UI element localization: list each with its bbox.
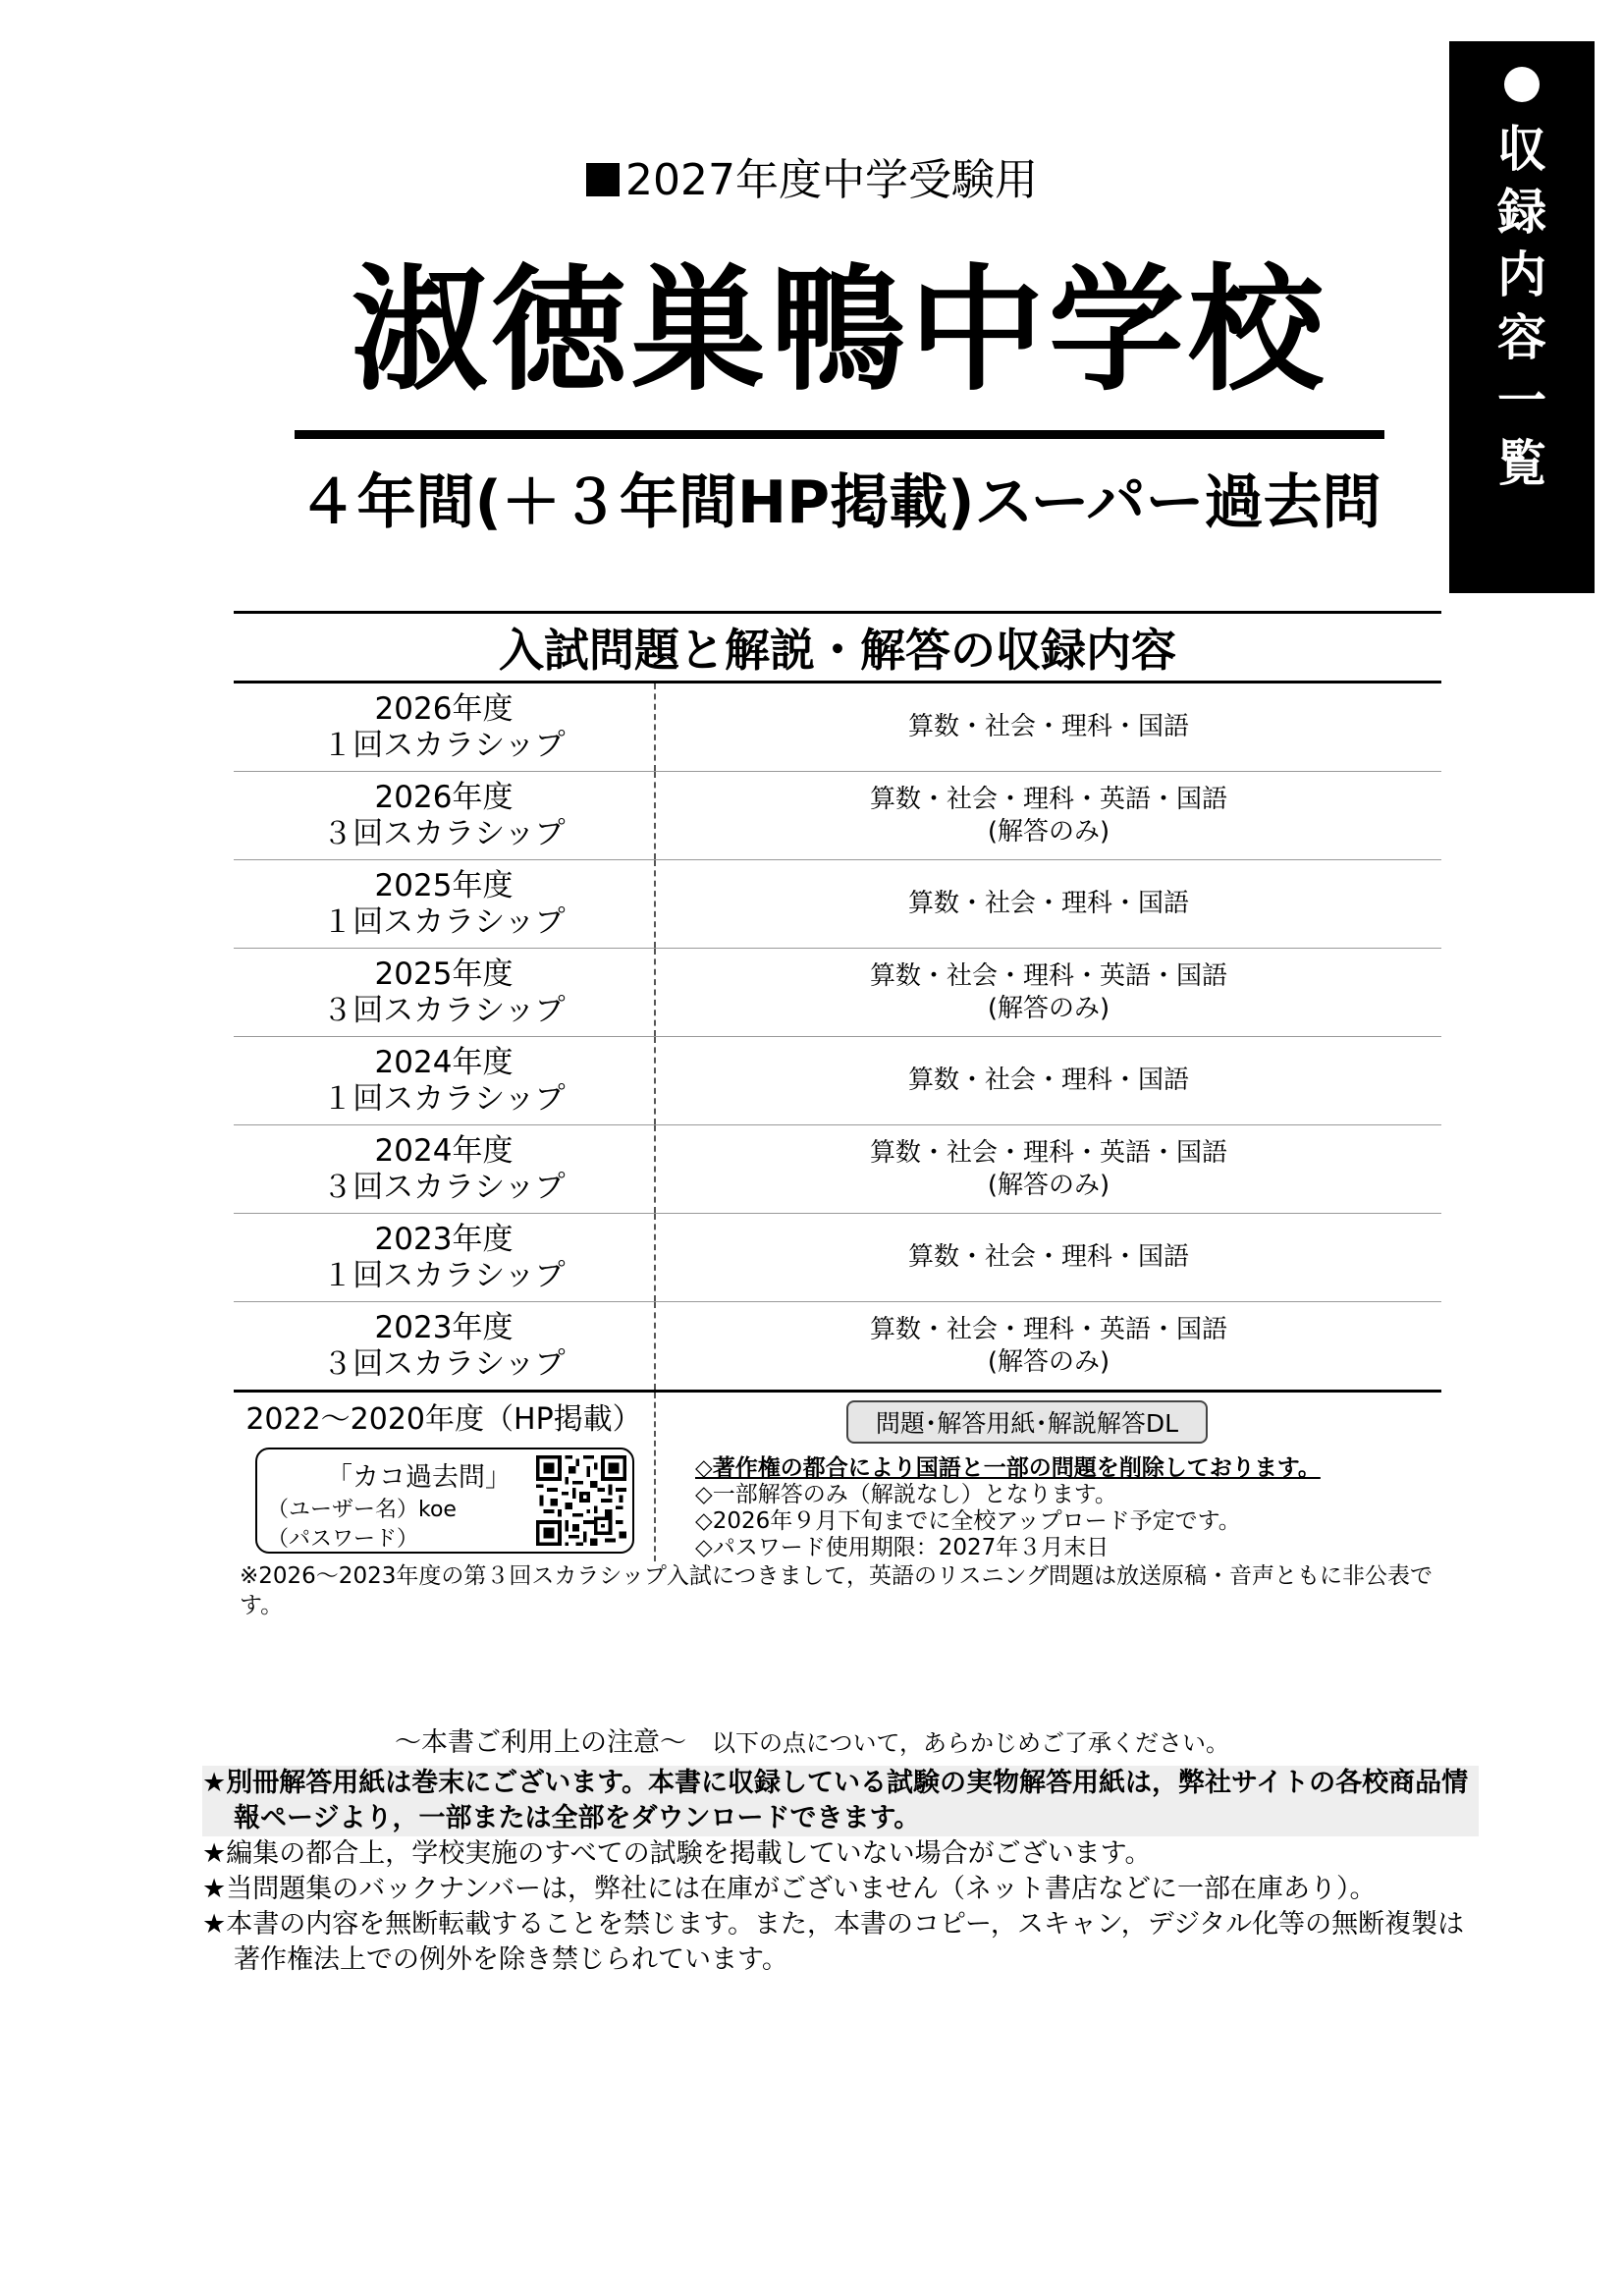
exam-year: 2024年度 xyxy=(374,1132,514,1169)
table-row xyxy=(234,772,1441,860)
answer-only-note: (解答のみ) xyxy=(987,1170,1110,1200)
exam-cell xyxy=(234,949,656,1036)
table-row xyxy=(234,860,1441,949)
table-heading: 入試問題と解説・解答の収録内容 xyxy=(234,611,1441,683)
book-subtitle: ４年間(＋３年間HP掲載)スーパー過去問 xyxy=(298,468,1381,537)
subjects-cell xyxy=(656,683,1441,771)
exam-year: 2023年度 xyxy=(374,1221,514,1257)
exam-session: １回スカラシップ xyxy=(322,1257,566,1293)
subjects: 算数・社会・理科・国語 xyxy=(907,712,1189,741)
subjects: 算数・社会・理科・英語・国語 xyxy=(869,1137,1227,1168)
caution-list xyxy=(202,1766,1479,1978)
side-tab-char: 覧 xyxy=(1497,435,1546,492)
black-square-icon xyxy=(586,163,620,196)
qr-code-icon[interactable] xyxy=(536,1455,626,1546)
exam-cell xyxy=(234,1214,656,1301)
exam-year: 2025年度 xyxy=(374,956,514,992)
kako-service-name: 「カコ過去問」 xyxy=(326,1462,512,1493)
hp-right-cell xyxy=(656,1393,1441,1561)
side-tab-char: 一 xyxy=(1497,372,1546,429)
table-row xyxy=(234,949,1441,1037)
hp-left-cell xyxy=(234,1393,656,1561)
subjects: 算数・社会・理科・国語 xyxy=(907,1066,1189,1095)
side-tab-char: 収 xyxy=(1497,121,1546,178)
answer-only-note: (解答のみ) xyxy=(987,1346,1110,1377)
table-row xyxy=(234,1125,1441,1214)
subjects-cell xyxy=(656,1214,1441,1301)
exam-session: １回スカラシップ xyxy=(322,1080,566,1117)
exam-session: ３回スカラシップ xyxy=(322,1169,566,1205)
subjects-cell xyxy=(656,772,1441,859)
exam-year-text: 2027年度中学受験用 xyxy=(625,155,1038,205)
username-label: （ユーザー名）koe xyxy=(267,1498,457,1522)
subjects: 算数・社会・理科・英語・国語 xyxy=(869,960,1227,991)
subjects-cell xyxy=(656,1125,1441,1213)
exam-year: 2025年度 xyxy=(374,867,514,903)
exam-year: 2026年度 xyxy=(374,779,514,815)
subjects: 算数・社会・理科・英語・国語 xyxy=(869,784,1227,814)
caution-item: ★本書の内容を無断転載することを禁じます。また，本書のコピー，スキャン，デジタル化等の無断複製は著作権法上での例外を除き禁じられています。 xyxy=(202,1909,1465,1975)
exam-session: １回スカラシップ xyxy=(322,903,566,940)
listening-footnote: ※2026～2023年度の第３回スカラシップ入試につきまして，英語のリスニング問題は放送原稿・音声ともに非公表です。 xyxy=(240,1563,1434,1618)
exam-cell xyxy=(234,1302,656,1390)
caution-item: ★当問題集のバックナンバーは，弊社には在庫がございません（ネット書店などに一部在庫あり）。 xyxy=(202,1874,1377,1904)
side-tab-char: 容 xyxy=(1497,309,1546,366)
subjects-cell xyxy=(656,860,1441,948)
bullet-dot-icon xyxy=(1504,67,1540,102)
kako-login-box xyxy=(255,1448,634,1554)
hp-section xyxy=(234,1393,1441,1561)
side-tab-char: 内 xyxy=(1497,246,1546,303)
table-row xyxy=(234,1214,1441,1302)
subjects-cell xyxy=(656,1037,1441,1124)
answer-only-note: (解答のみ) xyxy=(987,816,1110,847)
exam-session: １回スカラシップ xyxy=(322,727,566,763)
password-label: （パスワード） xyxy=(267,1527,419,1552)
table-row xyxy=(234,1302,1441,1393)
caution-heading xyxy=(0,1721,1624,1759)
school-title: 淑徳巣鴨中学校 xyxy=(351,251,1327,410)
note-password-expiry: ◇パスワード使用期限：2027年３月末日 xyxy=(695,1535,1110,1560)
exam-cell xyxy=(234,1125,656,1213)
hp-years-title: 2022～2020年度（HP掲載） xyxy=(245,1402,642,1437)
table-row xyxy=(234,1037,1441,1125)
exam-year-label xyxy=(0,149,1624,212)
exam-year: 2026年度 xyxy=(374,690,514,727)
caution-title: ～本書ご利用上の注意～ xyxy=(394,1727,686,1758)
note-upload-schedule: ◇2026年９月下旬までに全校アップロード予定です。 xyxy=(695,1508,1241,1534)
exam-cell xyxy=(234,860,656,948)
exam-session: ３回スカラシップ xyxy=(322,1345,566,1382)
contents-table xyxy=(234,611,1441,1561)
hp-notes xyxy=(695,1455,1321,1561)
caution-subtitle: 以下の点について，あらかじめご了承ください。 xyxy=(711,1729,1230,1757)
table-row xyxy=(234,683,1441,772)
subjects: 算数・社会・理科・英語・国語 xyxy=(869,1314,1227,1344)
exam-year: 2023年度 xyxy=(374,1309,514,1345)
download-badge: 問題･解答用紙･解説解答DL xyxy=(846,1400,1208,1444)
subjects-cell xyxy=(656,949,1441,1036)
note-answers-only: ◇一部解答のみ（解説なし）となります。 xyxy=(695,1482,1117,1507)
answer-only-note: (解答のみ) xyxy=(987,993,1110,1023)
side-tab xyxy=(1449,41,1595,593)
caution-item: ★別冊解答用紙は巻末にございます。本書に収録している試験の実物解答用紙は，弊社サイトの各校商品情報ページより，一部または全部をダウンロードできます。 xyxy=(202,1766,1479,1836)
note-copyright: ◇著作権の都合により国語と一部の問題を削除しております。 xyxy=(695,1455,1321,1481)
subjects: 算数・社会・理科・国語 xyxy=(907,889,1189,918)
exam-cell xyxy=(234,772,656,859)
subjects: 算数・社会・理科・国語 xyxy=(907,1242,1189,1272)
exam-session: ３回スカラシップ xyxy=(322,992,566,1028)
title-divider xyxy=(295,430,1384,439)
side-tab-char: 録 xyxy=(1497,184,1546,241)
exam-cell xyxy=(234,1037,656,1124)
exam-cell xyxy=(234,683,656,771)
caution-item: ★編集の都合上，学校実施のすべての試験を掲載していない場合がございます。 xyxy=(202,1838,1152,1869)
subjects-cell xyxy=(656,1302,1441,1390)
exam-session: ３回スカラシップ xyxy=(322,815,566,851)
exam-year: 2024年度 xyxy=(374,1044,514,1080)
